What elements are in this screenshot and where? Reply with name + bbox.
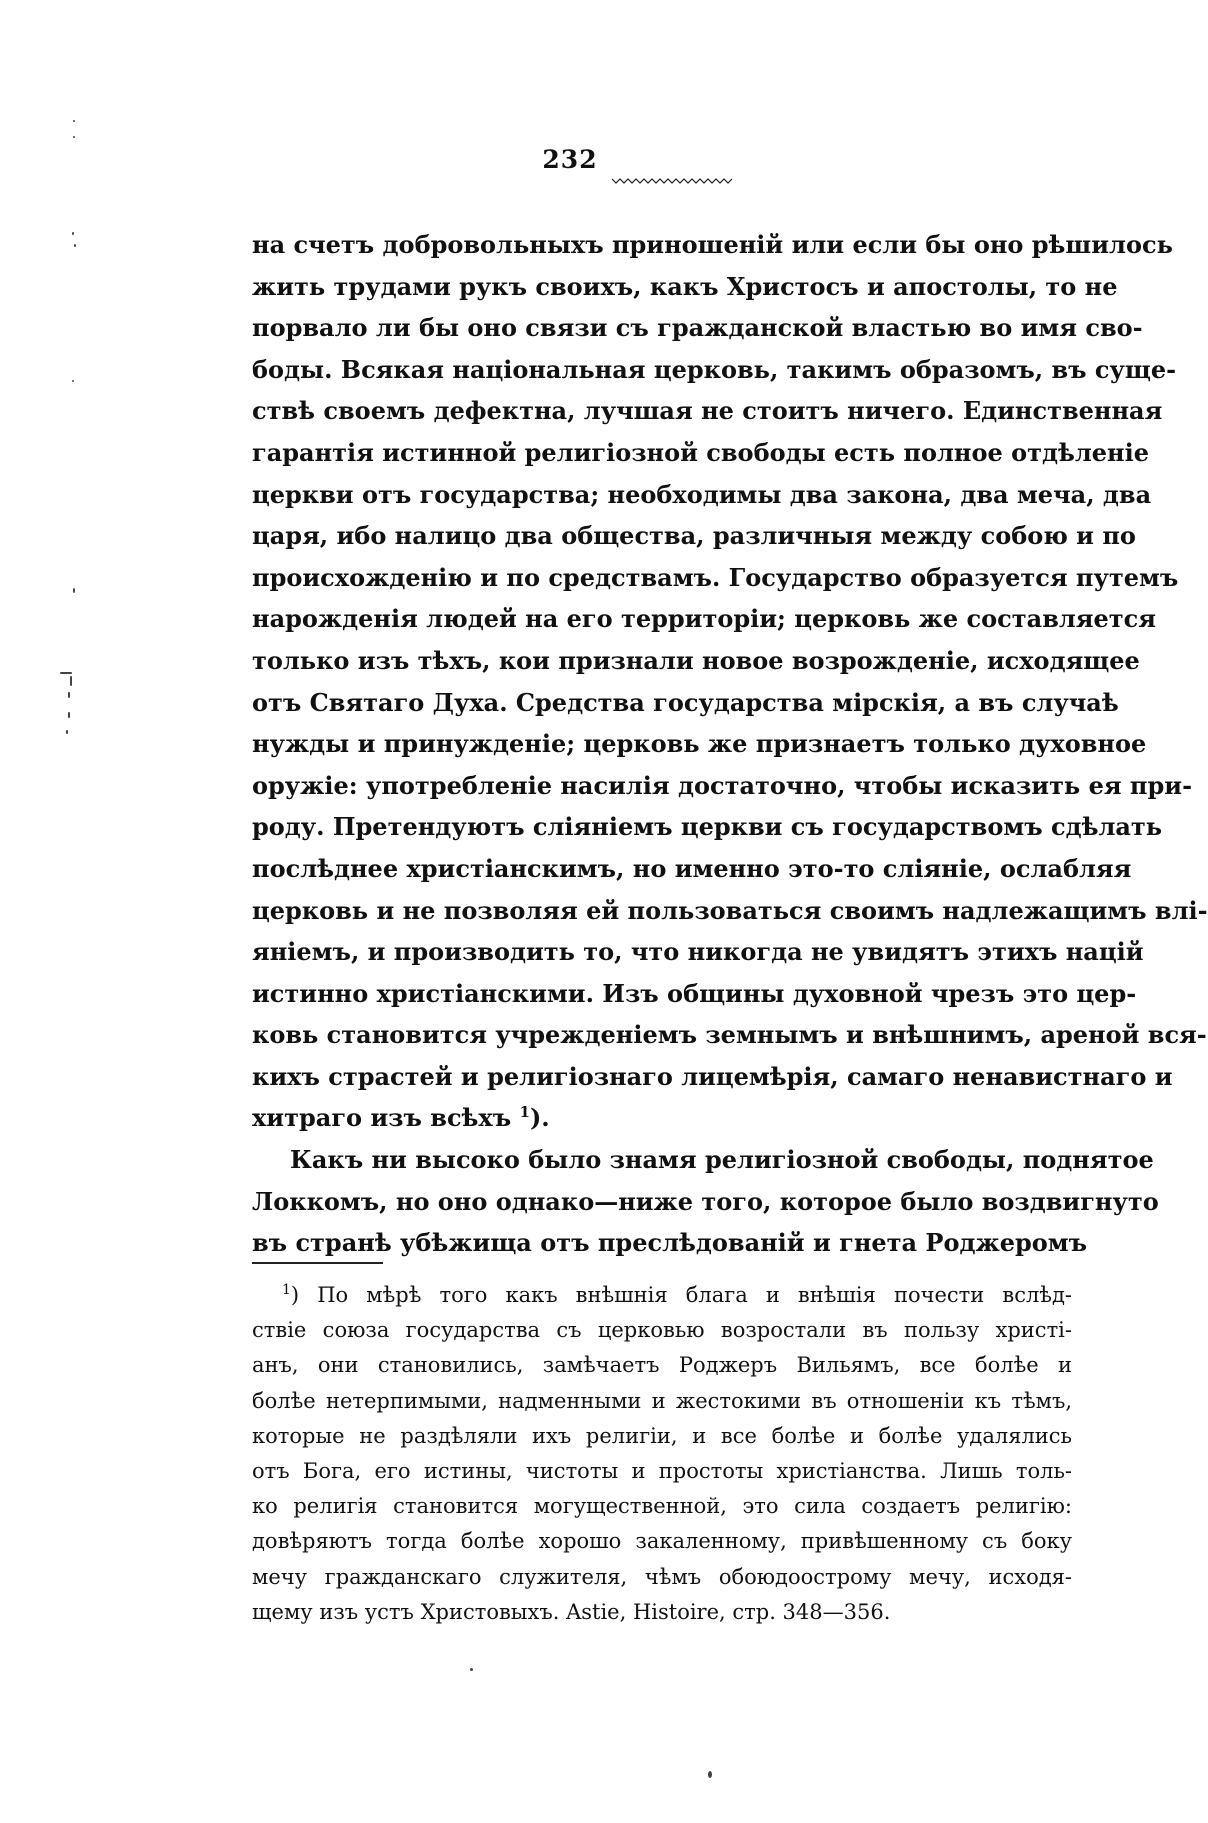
text-line: истинно христіанскими. Изъ общины духовной чрезъ это цер- [252, 978, 1137, 1008]
text-line: послѣднее христіанскимъ, но именно это-то сліяніе, ослабляя [252, 853, 1132, 883]
text-line: церковь и не позволяя ей пользоваться своимъ надлежащимъ влі- [252, 895, 1208, 925]
footnote-first-line [252, 1278, 1072, 1313]
text-line: только изъ тѣхъ, кои признали новое возрожденіе, исходящее [252, 645, 1140, 675]
text-line: нарожденія людей на его территоріи; церковь же составляется [252, 604, 1157, 634]
text-line: царя, ибо налицо два общества, различныя между собою и по [252, 521, 1136, 551]
footnote-line: которые не раздѣляли ихъ религіи, и все болѣе и болѣе удалялись [252, 1423, 1072, 1448]
text-line: церкви отъ государства; необходимы два закона, два меча, два [252, 479, 1152, 509]
footnote-line: анъ, они становились, замѣчаетъ Роджеръ Вильямъ, все болѣе и [252, 1353, 1072, 1378]
footnote-line: болѣе нетерпимыми, надменными и жестокими въ отношеніи къ тѣмъ, [252, 1388, 1072, 1413]
footnote-line: По мѣрѣ того какъ внѣшнія блага и внѣшія почести вслѣд- [317, 1283, 1072, 1307]
scan-speck [60, 672, 72, 674]
text-line: ствѣ своемъ дефектна, лучшая не стоитъ ничего. Единственная [252, 396, 1163, 426]
text-line: порвало ли бы оно связи съ гражданской властью во имя сво- [252, 313, 1143, 343]
scan-speck [66, 730, 68, 734]
footnote-line: довѣряютъ тогда болѣе хорошо закаленному, привѣшенному съ боку [252, 1529, 1072, 1554]
text-line: кихъ страстей и религіознаго лицемѣрія, самаго ненавистнаго и [252, 1061, 1173, 1091]
text-line: роду. Претендуютъ сліяніемъ церкви съ государствомъ сдѣлать [252, 812, 1163, 842]
footnote-line: ко религія становится могущественной, это сила создаетъ религію: [252, 1494, 1072, 1519]
footnote-marker: 1 [282, 1282, 291, 1298]
scan-speck [70, 676, 72, 686]
text-line: хитраго изъ всѣхъ [252, 1103, 512, 1133]
footnote-reference-suffix: ). [529, 1103, 550, 1133]
text-line-with-footnote-ref [252, 1097, 1072, 1139]
text-line: отъ Святаго Духа. Средства государства мірскія, а въ случаѣ [252, 687, 1119, 717]
text-line: происхожденію и по средствамъ. Государство образуется путемъ [252, 562, 1179, 592]
footnote-line: ствіе союза государства съ церковью возростали въ пользу христі- [252, 1318, 1072, 1343]
page-number-wavy-rule [612, 178, 734, 184]
footnote [252, 1278, 1072, 1630]
scan-speck [708, 1771, 712, 1778]
scan-speck [470, 1668, 473, 1671]
scan-speck [68, 712, 70, 718]
text-line: на счетъ добровольныхъ приношеній или если бы оно рѣшилось [252, 230, 1173, 259]
scan-speck [72, 380, 74, 382]
scan-speck [72, 232, 74, 235]
text-line: нужды и принужденіе; церковь же признаетъ только духовное [252, 729, 1147, 759]
text-line: Локкомъ, но оно однако—ниже того, которое было воздвигнуто [252, 1186, 1159, 1216]
text-line: жить трудами рукъ своихъ, какъ Христосъ и апостолы, то не [252, 271, 1118, 301]
text-line: боды. Всякая національная церковь, такимъ образомъ, въ суще- [252, 354, 1177, 384]
text-line: оружіе: употребленіе насилія достаточно, чтобы исказить ея при- [252, 770, 1193, 800]
scan-speck [73, 588, 75, 593]
footnote-line: отъ Бога, его истины, чистоты и простоты христіанства. Лишь толь- [252, 1458, 1072, 1483]
footnote-reference[interactable]: 1 [519, 1103, 530, 1122]
scan-speck [73, 136, 75, 138]
footnote-marker-suffix: ) [290, 1283, 300, 1307]
paragraph-start-line: Какъ ни высоко было знамя религіозной свободы, поднятое [290, 1145, 1154, 1175]
footnote-line: щему изъ устъ Христовыхъ. Astie, Histoire, стр. 348—356. [252, 1599, 891, 1624]
main-text [252, 224, 1208, 1264]
footnote-line: мечу гражданскаго служителя, чѣмъ обоюдоострому мечу, исходя- [252, 1564, 1072, 1589]
scan-speck [74, 244, 76, 247]
text-line: гарантія истинной религіозной свободы есть полное отдѣленіе [252, 437, 1149, 467]
scan-speck [68, 692, 70, 698]
text-line: ковь становится учрежденіемъ земнымъ и внѣшнимъ, ареной вся- [252, 1020, 1207, 1050]
page-number: 232 [542, 145, 598, 174]
scan-speck [73, 120, 75, 122]
footnote-divider [252, 1262, 383, 1264]
text-line: въ странѣ убѣжища отъ преслѣдованій и гнета Роджеромъ [252, 1228, 1088, 1258]
text-line: яніемъ, и производить то, что никогда не увидятъ этихъ націй [252, 937, 1144, 967]
